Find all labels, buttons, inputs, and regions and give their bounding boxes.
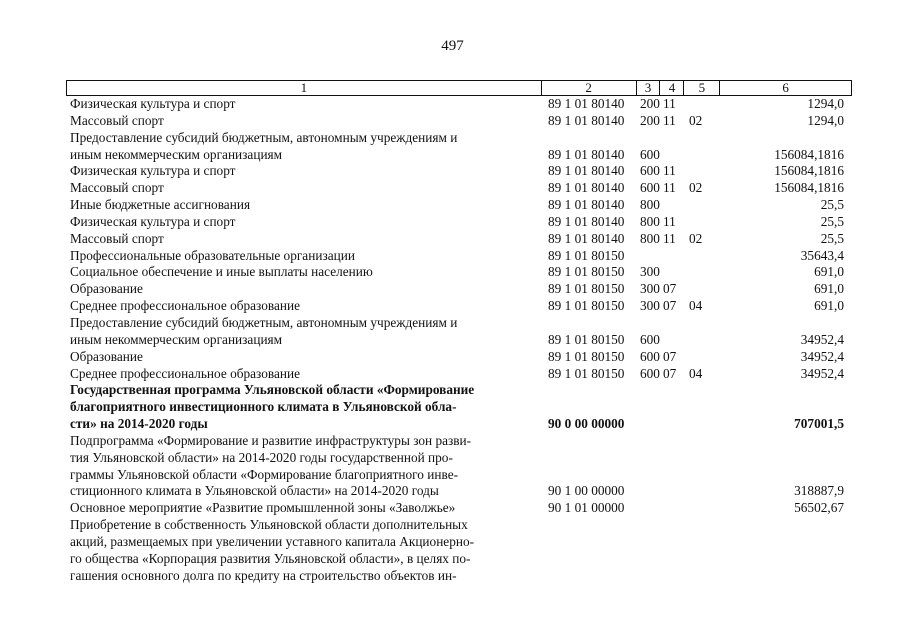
row-amount: 691,0 [814, 264, 844, 280]
row-code: 89 1 01 80150 [548, 365, 625, 381]
table-row [66, 163, 852, 180]
row-description [66, 231, 542, 248]
row-section: 07 [663, 281, 677, 297]
row-code: 89 1 01 80140 [548, 96, 625, 111]
table-header-row [66, 80, 852, 96]
row-description [66, 500, 542, 517]
row-description [66, 130, 542, 164]
row-amount: 318887,9 [794, 483, 844, 499]
row-code: 89 1 01 80150 [548, 247, 625, 263]
row-expense-type: 300 [640, 281, 660, 297]
row-subsection: 04 [689, 365, 703, 381]
table-row [66, 349, 852, 366]
row-description [66, 366, 542, 383]
description-line: Основное мероприятие «Развитие промышленной зоны «Заволжье» [70, 500, 456, 516]
description-line: Приобретение в собственность Ульяновской области дополнительных [70, 517, 468, 533]
table-row [66, 130, 852, 164]
row-expense-type: 200 [640, 112, 660, 128]
row-description [66, 163, 542, 180]
row-code: 89 1 01 80140 [548, 213, 625, 229]
description-line: Физическая культура и спорт [70, 96, 236, 111]
description-line: Массовый спорт [70, 230, 164, 246]
description-line: Образование [70, 348, 143, 364]
row-expense-type: 600 [640, 180, 660, 196]
row-expense-type: 800 [640, 197, 660, 213]
row-code: 89 1 01 80150 [548, 298, 625, 314]
table-row [66, 214, 852, 231]
row-amount: 35643,4 [800, 247, 844, 263]
row-subsection: 02 [689, 230, 703, 246]
table-row [66, 281, 852, 298]
row-description [66, 433, 542, 500]
row-amount: 1294,0 [807, 112, 844, 128]
description-line: го общества «Корпорация развития Ульяновской области», в целях по- [70, 550, 471, 566]
row-amount: 707001,5 [794, 416, 844, 432]
row-amount: 156084,1816 [774, 163, 844, 179]
page-number: 497 [441, 38, 464, 54]
description-line: сти» на 2014-2020 годы [70, 416, 208, 432]
header-col-5: 5 [684, 81, 720, 95]
row-expense-type: 600 [640, 365, 660, 381]
row-description [66, 264, 542, 281]
row-code: 90 0 00 00000 [548, 416, 625, 432]
row-amount: 34952,4 [800, 348, 844, 364]
row-amount: 691,0 [814, 298, 844, 314]
row-amount: 25,5 [820, 213, 844, 229]
description-line: Социальное обеспечение и иные выплаты населению [70, 264, 373, 280]
description-line: тия Ульяновской области» на 2014-2020 годы государственной про- [70, 449, 453, 465]
row-description [66, 96, 542, 113]
table-row [66, 517, 852, 584]
table-row [66, 264, 852, 281]
row-description [66, 248, 542, 265]
row-amount: 34952,4 [800, 331, 844, 347]
row-code: 89 1 01 80150 [548, 331, 625, 347]
description-line: благоприятного инвестиционного климата в Ульяновской обла- [70, 399, 457, 415]
row-subsection: 02 [689, 112, 703, 128]
table-row [66, 433, 852, 500]
row-expense-type: 600 [640, 331, 660, 347]
description-line: Предоставление субсидий бюджетным, автономным учреждениям и [70, 129, 458, 145]
row-description [66, 281, 542, 298]
description-line: Подпрограмма «Формирование и развитие инфраструктуры зон разви- [70, 432, 472, 448]
row-code: 89 1 01 80140 [548, 180, 625, 196]
description-line: Государственная программа Ульяновской области «Формирование [70, 382, 475, 398]
header-col-6: 6 [782, 80, 789, 95]
header-col-2: 2 [542, 81, 637, 95]
row-code: 89 1 01 80140 [548, 163, 625, 179]
table-row [66, 231, 852, 248]
header-col-4: 4 [660, 81, 684, 95]
row-subsection: 04 [689, 298, 703, 314]
row-expense-type: 600 [640, 348, 660, 364]
row-description [66, 382, 542, 433]
description-line: гашения основного долга по кредиту на строительство объектов ин- [70, 567, 457, 583]
row-expense-type: 800 [640, 230, 660, 246]
row-subsection: 02 [689, 180, 703, 196]
row-code: 89 1 01 80140 [548, 197, 625, 213]
row-expense-type: 600 [640, 146, 660, 162]
row-description [66, 214, 542, 231]
row-expense-type: 600 [640, 163, 660, 179]
row-description [66, 113, 542, 130]
table-row [66, 248, 852, 265]
row-description [66, 180, 542, 197]
row-section: 11 [663, 180, 676, 196]
description-line: Среднее профессиональное образование [70, 298, 300, 314]
table-row [66, 500, 852, 517]
row-expense-type: 300 [640, 264, 660, 280]
row-code: 89 1 01 80140 [548, 230, 625, 246]
row-amount: 25,5 [820, 230, 844, 246]
description-line: Образование [70, 281, 143, 297]
row-code: 89 1 01 80150 [548, 264, 625, 280]
row-amount: 56502,67 [794, 500, 844, 516]
description-line: Предоставление субсидий бюджетным, автономным учреждениям и [70, 314, 458, 330]
description-line: Иные бюджетные ассигнования [70, 197, 251, 213]
description-line: Профессиональные образовательные организации [70, 247, 355, 263]
row-code: 90 1 01 00000 [548, 500, 625, 516]
table-body [66, 96, 852, 584]
budget-table [66, 80, 852, 584]
table-row [66, 197, 852, 214]
header-col-1: 1 [67, 81, 542, 95]
row-amount: 34952,4 [800, 365, 844, 381]
row-section: 11 [663, 112, 676, 128]
row-section: 11 [663, 213, 676, 229]
row-description [66, 517, 542, 584]
description-line: Среднее профессиональное образование [70, 365, 300, 381]
row-section: 07 [663, 298, 677, 314]
description-line: стиционного климата в Ульяновской области» на 2014-2020 годы [70, 483, 439, 499]
row-amount: 25,5 [820, 197, 844, 213]
description-line: Физическая культура и спорт [70, 213, 236, 229]
row-expense-type: 800 [640, 213, 660, 229]
row-amount: 1294,0 [807, 96, 844, 111]
row-code: 89 1 01 80140 [548, 146, 625, 162]
row-section: 11 [663, 230, 676, 246]
description-line: иным некоммерческим организациям [70, 331, 283, 347]
row-section: 11 [663, 163, 676, 179]
row-section: 07 [663, 348, 677, 364]
description-line: граммы Ульяновской области «Формирование благоприятного инве- [70, 466, 459, 482]
row-code: 89 1 01 80150 [548, 281, 625, 297]
table-row [66, 366, 852, 383]
description-line: Массовый спорт [70, 112, 164, 128]
table-row [66, 113, 852, 130]
row-description [66, 349, 542, 366]
row-amount: 156084,1816 [774, 180, 844, 196]
row-expense-type: 200 [640, 96, 660, 111]
table-row [66, 180, 852, 197]
header-col-3: 3 [637, 81, 661, 95]
row-code: 89 1 01 80140 [548, 112, 625, 128]
table-row [66, 382, 852, 433]
row-description [66, 197, 542, 214]
row-description [66, 298, 542, 315]
table-row [66, 298, 852, 315]
row-code: 89 1 01 80150 [548, 348, 625, 364]
table-row [66, 96, 852, 113]
description-line: акций, размещаемых при увеличении уставного капитала Акционерно- [70, 533, 475, 549]
row-section: 07 [663, 365, 677, 381]
table-row [66, 315, 852, 349]
row-amount: 156084,1816 [774, 146, 844, 162]
row-section: 11 [663, 96, 676, 111]
row-amount: 691,0 [814, 281, 844, 297]
description-line: Массовый спорт [70, 180, 164, 196]
row-code: 90 1 00 00000 [548, 483, 625, 499]
description-line: иным некоммерческим организациям [70, 146, 283, 162]
row-description [66, 315, 542, 349]
row-expense-type: 300 [640, 298, 660, 314]
description-line: Физическая культура и спорт [70, 163, 236, 179]
